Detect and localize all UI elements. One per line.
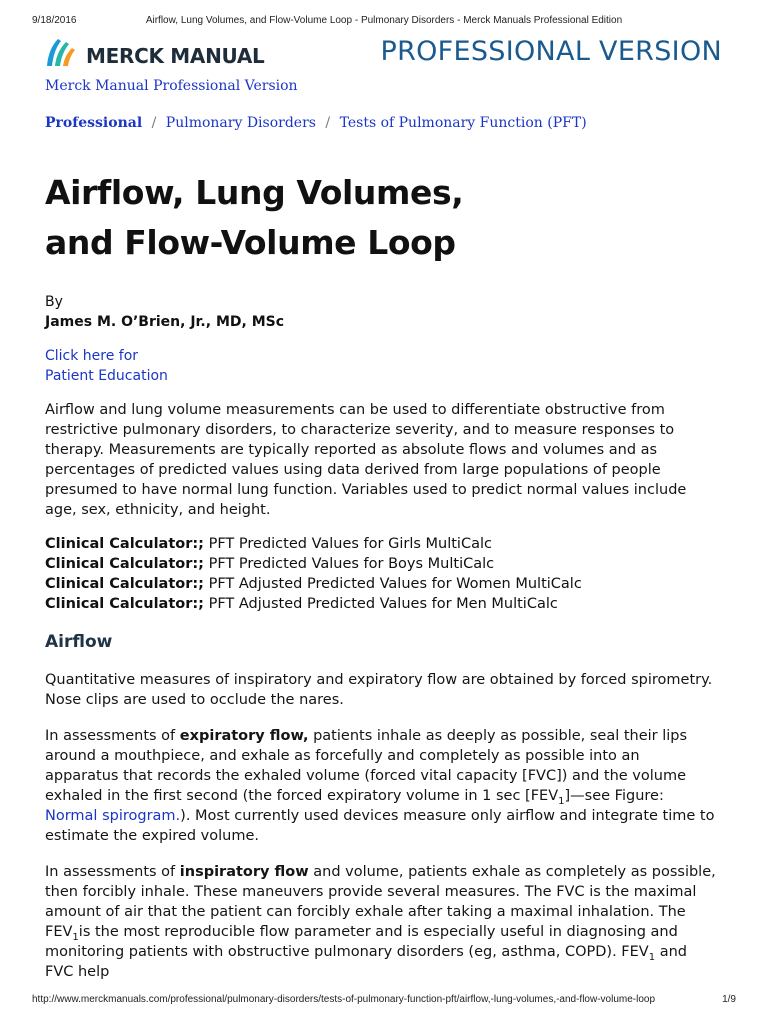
brand-name[interactable]: MERCK MANUAL	[86, 44, 265, 68]
calculator-label: Clinical Calculator:;	[45, 576, 204, 592]
clinical-calculator-item[interactable]	[45, 554, 717, 574]
author-name: James M. O’Brien, Jr., MD, MSc	[45, 314, 285, 330]
para2-text-end: ). Most currently used devices measure only airflow and integrate time to estimate the expired volume.	[45, 808, 715, 844]
breadcrumb-pulmonary-disorders[interactable]: Pulmonary Disorders	[165, 115, 316, 131]
article	[45, 168, 717, 982]
calculator-label: Clinical Calculator:;	[45, 596, 204, 612]
site-home-link[interactable]: Merck Manual Professional Version	[45, 78, 298, 94]
para3-text-start: In assessments of	[45, 864, 180, 880]
merck-manual-logo-icon[interactable]	[44, 36, 78, 70]
para3-text-end: and FVC help	[45, 944, 687, 980]
airflow-paragraph-2	[45, 726, 717, 846]
section-heading-airflow: Airflow	[45, 632, 113, 652]
print-footer	[0, 994, 768, 1008]
patient-education-link-group	[45, 346, 717, 386]
airflow-paragraph-1: Quantitative measures of inspiratory and expiratory flow are obtained by forced spirometry. Nose clips are used to occlude the nares.	[45, 672, 713, 708]
calculator-label: Clinical Calculator:;	[45, 556, 204, 572]
print-page-number: 1/9	[722, 994, 736, 1005]
site-header	[44, 34, 734, 74]
para2-text-mid: patients inhale as deeply as possible, seal their lips around a mouthpiece, and exhale as forcefully and completely as possible into an apparatus that records the exhaled volume (forced vital capacity [FVC]) and the volume exhaled in the first second (the forced expiratory volume in 1 sec [FEV	[45, 728, 688, 804]
print-url: http://www.merckmanuals.com/professional/pulmonary-disorders/tests-of-pulmonary-function-pft/airflow,-lung-volumes,-and-flow-volume-loop	[32, 994, 656, 1005]
calculator-label: Clinical Calculator:;	[45, 536, 204, 552]
airflow-paragraph-3	[45, 862, 717, 982]
print-page-title: Airflow, Lung Volumes, and Flow-Volume Loop - Pulmonary Disorders - Merck Manuals Professional Edition	[145, 15, 623, 26]
breadcrumb-tests-of-pulmonary-function[interactable]: Tests of Pulmonary Function (PFT)	[339, 115, 587, 131]
patient-education-link-line-2[interactable]: Patient Education	[45, 368, 168, 384]
calculator-link[interactable]: PFT Adjusted Predicted Values for Men MultiCalc	[203, 596, 558, 612]
para2-subscript: 1	[558, 795, 565, 807]
clinical-calculator-item[interactable]	[45, 574, 717, 594]
calculator-link[interactable]: PFT Adjusted Predicted Values for Women MultiCalc	[203, 576, 582, 592]
para3-subscript-1: 1	[72, 931, 79, 943]
clinical-calculator-list	[45, 534, 717, 614]
para2-text-after-sub: ]—see Figure:	[564, 788, 664, 804]
clinical-calculator-item[interactable]	[45, 534, 717, 554]
breadcrumb	[45, 115, 587, 131]
print-header	[0, 15, 768, 29]
clinical-calculator-item[interactable]	[45, 594, 717, 614]
patient-education-link-line-1[interactable]: Click here for	[45, 348, 139, 364]
print-date: 9/18/2016	[32, 15, 77, 26]
page-title	[45, 168, 717, 268]
calculator-link[interactable]: PFT Predicted Values for Boys MultiCalc	[203, 556, 495, 572]
intro-paragraph: Airflow and lung volume measurements can be used to differentiate obstructive from restrictive pulmonary disorders, to characterize severity, and to measure responses to therapy. Measurements are typically reported as absolute flows and volumes and as percentages of predicted values using data derived from large populations of people presumed to have normal lung function. Variables used to predict normal values include age, sex, ethnicity, and height.	[45, 402, 687, 518]
calculator-link[interactable]: PFT Predicted Values for Girls MultiCalc	[203, 536, 492, 552]
para3-subscript-2: 1	[648, 951, 656, 963]
breadcrumb-separator: /	[325, 115, 331, 131]
breadcrumb-professional[interactable]: Professional	[45, 115, 143, 131]
breadcrumb-separator: /	[151, 115, 157, 131]
brand-version: PROFESSIONAL VERSION	[380, 36, 722, 67]
normal-spirogram-link[interactable]: Normal spirogram.	[45, 808, 181, 824]
title-line-2: and Flow-Volume Loop	[45, 223, 456, 262]
title-line-1: Airflow, Lung Volumes,	[45, 173, 464, 212]
by-label: By	[45, 294, 63, 310]
para2-bold-term: expiratory flow,	[179, 728, 309, 744]
para2-text-start: In assessments of	[45, 728, 180, 744]
para3-bold-term: inspiratory flow	[179, 864, 309, 880]
byline	[45, 292, 717, 332]
para3-text-mid: and volume, patients exhale as completely as possible, then forcibly inhale. These maneuvers provide several measures. The FVC is the maximal amount of air that the patient can forcibly exhale after taking a maximal inhalation. The FEV	[45, 864, 716, 940]
para3-text-mid-2: is the most reproducible flow parameter and is especially useful in diagnosing and monitoring patients with obstructive pulmonary disorders (eg, asthma, COPD). FEV	[45, 924, 678, 960]
